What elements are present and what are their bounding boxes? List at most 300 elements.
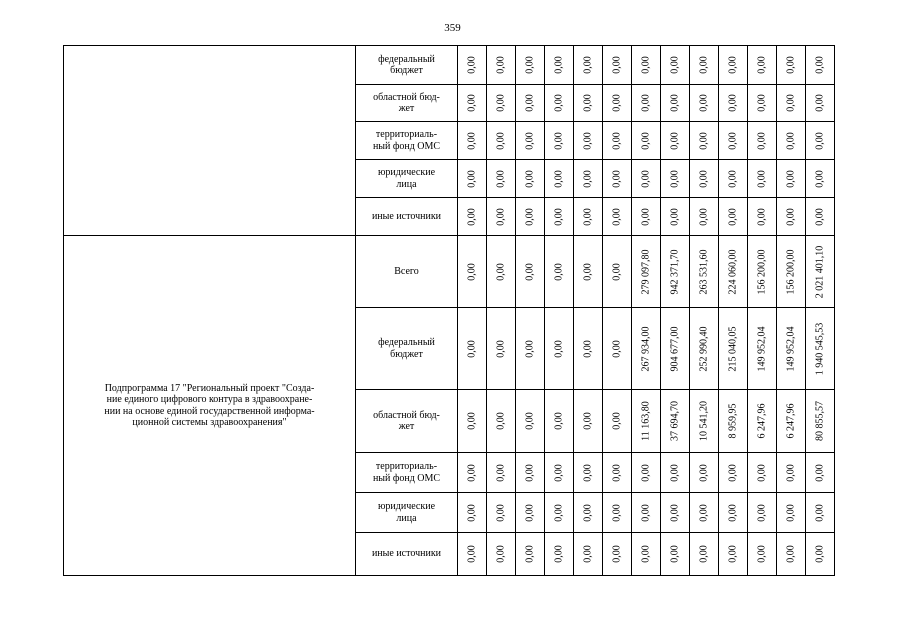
value-text: 0,00 [466, 94, 478, 112]
value-cell [545, 198, 574, 236]
value-cell [487, 493, 516, 533]
value-cell [719, 493, 748, 533]
value-cell [487, 46, 516, 85]
funding-source-label: юридические [377, 501, 436, 512]
value-text: 0,00 [669, 56, 681, 74]
value-text: 0,00 [756, 94, 768, 112]
value-cell [777, 493, 806, 533]
value-text: 0,00 [611, 503, 623, 522]
value-cell [458, 390, 487, 453]
value-text: 0,00 [524, 262, 536, 281]
value-text: 0,00 [582, 463, 594, 482]
value-cell [545, 236, 574, 308]
value-text: 0,00 [640, 131, 652, 150]
value-text: 0,00 [669, 94, 681, 112]
funding-source-label: бюджет [390, 348, 423, 360]
value-cell [603, 236, 632, 308]
value-cell [719, 390, 748, 453]
value-text: 0,00 [785, 545, 797, 563]
value-cell [458, 122, 487, 160]
value-cell [574, 493, 603, 533]
value-cell [574, 236, 603, 308]
value-text: 0,00 [698, 503, 710, 522]
value-cell [458, 236, 487, 308]
value-cell [603, 160, 632, 198]
value-cell [487, 308, 516, 390]
value-text: 0,00 [814, 131, 826, 150]
value-cell [516, 236, 545, 308]
value-text: 0,00 [524, 503, 536, 522]
funding-source-cell [356, 493, 458, 533]
value-text: 0,00 [553, 169, 565, 188]
value-text: 0,00 [553, 94, 565, 112]
value-text: 0,00 [611, 339, 623, 358]
value-cell [632, 85, 661, 122]
value-cell [545, 453, 574, 493]
value-text: 0,00 [756, 56, 768, 74]
value-text: 0,00 [756, 169, 768, 188]
value-text: 0,00 [640, 94, 652, 112]
value-text: 263 531,60 [698, 249, 710, 294]
value-text: 267 934,00 [640, 326, 652, 371]
value-cell [487, 236, 516, 308]
value-cell [487, 122, 516, 160]
value-text: 0,00 [611, 262, 623, 281]
value-text: 0,00 [524, 207, 536, 226]
value-text: 0,00 [495, 94, 507, 112]
value-cell [719, 160, 748, 198]
value-text: 0,00 [495, 131, 507, 150]
funding-source-cell [356, 160, 458, 198]
value-text: 0,00 [553, 412, 565, 430]
value-text: 0,00 [640, 169, 652, 188]
value-text: 0,00 [785, 207, 797, 226]
value-cell [516, 122, 545, 160]
value-cell [545, 160, 574, 198]
value-text: 0,00 [640, 56, 652, 74]
value-cell [661, 85, 690, 122]
value-cell [632, 236, 661, 308]
value-text: 0,00 [698, 131, 710, 150]
value-text: 2 021 401,10 [814, 245, 826, 298]
value-text: 0,00 [727, 463, 739, 482]
value-text: 0,00 [495, 545, 507, 563]
value-cell [545, 390, 574, 453]
value-cell [661, 308, 690, 390]
funding-source-label: федеральный [378, 53, 435, 65]
value-text: 0,00 [698, 94, 710, 112]
value-cell [632, 308, 661, 390]
program-name-cell [64, 46, 356, 236]
value-cell [632, 453, 661, 493]
value-cell [574, 390, 603, 453]
value-text: 1 940 545,53 [814, 322, 826, 375]
value-cell [545, 493, 574, 533]
value-text: 0,00 [640, 503, 652, 522]
value-text: 0,00 [466, 503, 478, 522]
value-cell [777, 160, 806, 198]
value-cell [719, 198, 748, 236]
value-cell [690, 453, 719, 493]
value-cell [806, 85, 835, 122]
table-row [64, 46, 835, 85]
funding-source-cell [356, 308, 458, 390]
value-text: 224 060,00 [727, 249, 739, 294]
value-text: 0,00 [495, 339, 507, 358]
value-cell [545, 308, 574, 390]
value-cell [748, 390, 777, 453]
value-cell [516, 46, 545, 85]
value-cell [806, 122, 835, 160]
value-text: 0,00 [669, 131, 681, 150]
value-cell [777, 308, 806, 390]
funding-source-label: лица [396, 512, 417, 524]
funding-source-label: федеральный [378, 337, 435, 348]
funding-source-cell [356, 122, 458, 160]
funding-source-label: жет [398, 421, 415, 432]
value-cell [690, 390, 719, 453]
value-text: 0,00 [553, 207, 565, 226]
value-text: 0,00 [495, 207, 507, 226]
value-cell [487, 160, 516, 198]
value-cell [603, 453, 632, 493]
value-cell [748, 236, 777, 308]
value-text: 0,00 [727, 131, 739, 150]
value-cell [516, 308, 545, 390]
value-cell [516, 198, 545, 236]
value-cell [748, 85, 777, 122]
value-cell [487, 198, 516, 236]
value-cell [661, 493, 690, 533]
value-text: 0,00 [466, 262, 478, 281]
value-text: 0,00 [814, 169, 826, 188]
value-cell [719, 533, 748, 576]
value-text: 0,00 [698, 463, 710, 482]
value-text: 80 855,57 [814, 401, 826, 441]
value-cell [661, 236, 690, 308]
value-cell [574, 533, 603, 576]
value-text: 0,00 [524, 545, 536, 563]
value-text: 0,00 [553, 56, 565, 74]
value-text: 0,00 [524, 463, 536, 482]
value-text: 942 371,70 [669, 249, 681, 294]
value-text: 0,00 [611, 169, 623, 188]
value-text: 0,00 [756, 131, 768, 150]
funding-source-label: областной бюд- [373, 91, 440, 103]
value-cell [632, 533, 661, 576]
value-text: 6 247,96 [785, 403, 797, 439]
value-text: 0,00 [582, 339, 594, 358]
value-text: 0,00 [814, 56, 826, 74]
value-text: 0,00 [495, 412, 507, 430]
value-cell [690, 493, 719, 533]
value-text: 0,00 [524, 56, 536, 74]
value-cell [516, 533, 545, 576]
page-number: 359 [444, 22, 461, 34]
value-cell [603, 198, 632, 236]
value-cell [690, 122, 719, 160]
value-cell [661, 198, 690, 236]
funding-source-cell [356, 453, 458, 493]
value-text: 0,00 [611, 463, 623, 482]
value-text: 0,00 [785, 56, 797, 74]
value-cell [632, 198, 661, 236]
value-text: 0,00 [495, 503, 507, 522]
funding-source-label: юридические [377, 167, 436, 178]
value-cell [574, 85, 603, 122]
value-text: 0,00 [582, 94, 594, 112]
value-text: 0,00 [582, 56, 594, 74]
value-cell [690, 308, 719, 390]
program-name-line: ние единого цифрового контура в здравоохране- [106, 394, 313, 405]
funding-source-cell [356, 198, 458, 236]
value-cell [632, 390, 661, 453]
value-text: 0,00 [466, 463, 478, 482]
value-cell [603, 122, 632, 160]
value-text: 0,00 [640, 545, 652, 563]
value-text: 0,00 [814, 207, 826, 226]
value-cell [661, 390, 690, 453]
value-cell [458, 160, 487, 198]
value-cell [777, 85, 806, 122]
value-text: 0,00 [466, 545, 478, 563]
value-cell [690, 160, 719, 198]
value-text: 0,00 [495, 262, 507, 281]
value-text: 904 677,00 [669, 326, 681, 371]
value-text: 0,00 [524, 412, 536, 430]
program-name-line: ционной системы здравоохранения" [132, 417, 287, 428]
value-text: 0,00 [756, 545, 768, 563]
value-text: 0,00 [495, 169, 507, 188]
value-cell [777, 46, 806, 85]
value-text: 0,00 [611, 131, 623, 150]
value-cell [487, 85, 516, 122]
value-text: 0,00 [698, 207, 710, 226]
value-text: 0,00 [553, 545, 565, 563]
value-cell [603, 85, 632, 122]
value-cell [516, 160, 545, 198]
value-cell [719, 236, 748, 308]
value-text: 0,00 [785, 169, 797, 188]
value-text: 0,00 [582, 262, 594, 281]
value-cell [574, 198, 603, 236]
value-text: 0,00 [553, 463, 565, 482]
value-text: 0,00 [727, 545, 739, 563]
value-cell [458, 453, 487, 493]
value-text: 0,00 [582, 545, 594, 563]
value-cell [574, 160, 603, 198]
program-name-line: нии на основе единой государственной информа- [104, 405, 315, 417]
value-cell [777, 236, 806, 308]
value-text: 8 959,95 [727, 403, 739, 439]
value-text: 0,00 [611, 56, 623, 74]
value-text: 0,00 [611, 412, 623, 430]
value-text: 0,00 [727, 207, 739, 226]
funding-source-cell [356, 85, 458, 122]
value-cell [806, 308, 835, 390]
value-cell [748, 160, 777, 198]
value-cell [777, 453, 806, 493]
value-text: 37 694,70 [669, 401, 681, 441]
value-text: 0,00 [466, 207, 478, 226]
value-text: 0,00 [698, 56, 710, 74]
value-cell [748, 533, 777, 576]
value-cell [603, 533, 632, 576]
funding-source-label: иные источники [371, 548, 442, 560]
value-text: 149 952,04 [756, 326, 768, 371]
value-cell [690, 85, 719, 122]
value-cell [545, 85, 574, 122]
value-text: 215 040,05 [727, 326, 739, 371]
value-text: 0,00 [727, 169, 739, 188]
value-text: 0,00 [785, 94, 797, 112]
value-text: 0,00 [495, 463, 507, 482]
funding-source-label: Всего [394, 265, 419, 277]
value-text: 279 097,80 [640, 249, 652, 294]
value-cell [458, 533, 487, 576]
value-cell [458, 85, 487, 122]
value-cell [603, 46, 632, 85]
value-cell [777, 533, 806, 576]
value-text: 0,00 [640, 207, 652, 226]
value-cell [777, 198, 806, 236]
value-cell [516, 390, 545, 453]
value-text: 0,00 [669, 503, 681, 522]
value-cell [806, 46, 835, 85]
value-text: 0,00 [582, 412, 594, 430]
value-cell [545, 122, 574, 160]
value-cell [806, 493, 835, 533]
value-cell [806, 453, 835, 493]
value-text: 0,00 [524, 131, 536, 150]
value-text: 0,00 [756, 207, 768, 226]
value-text: 0,00 [727, 94, 739, 112]
value-cell [574, 46, 603, 85]
value-text: 0,00 [785, 503, 797, 522]
budget-table-body [64, 46, 835, 576]
value-text: 0,00 [698, 169, 710, 188]
value-cell [719, 453, 748, 493]
funding-source-label: областной бюд- [373, 409, 440, 421]
value-cell [690, 533, 719, 576]
table-row [64, 236, 835, 308]
program-name-cell [64, 236, 356, 576]
budget-table [63, 45, 835, 576]
value-text: 0,00 [495, 56, 507, 74]
value-cell [748, 453, 777, 493]
value-cell [661, 122, 690, 160]
funding-source-label: жет [398, 103, 415, 114]
value-cell [574, 453, 603, 493]
value-cell [545, 46, 574, 85]
value-text: 0,00 [466, 339, 478, 358]
value-text: 10 541,20 [698, 401, 710, 441]
funding-source-label: ный фонд ОМС [372, 472, 441, 484]
value-text: 0,00 [553, 339, 565, 358]
value-cell [603, 390, 632, 453]
value-text: 0,00 [669, 169, 681, 188]
value-cell [719, 85, 748, 122]
value-text: 0,00 [611, 545, 623, 563]
value-text: 0,00 [466, 169, 478, 188]
value-text: 0,00 [785, 131, 797, 150]
value-text: 0,00 [466, 56, 478, 74]
value-cell [748, 122, 777, 160]
value-text: 0,00 [553, 503, 565, 522]
value-cell [661, 533, 690, 576]
value-cell [516, 453, 545, 493]
value-text: 0,00 [785, 463, 797, 482]
value-cell [719, 308, 748, 390]
value-cell [777, 390, 806, 453]
value-cell [574, 122, 603, 160]
value-text: 0,00 [640, 463, 652, 482]
value-text: 0,00 [524, 339, 536, 358]
value-cell [806, 236, 835, 308]
value-cell [632, 160, 661, 198]
value-text: 156 200,00 [785, 249, 797, 294]
value-text: 0,00 [727, 56, 739, 74]
value-cell [632, 493, 661, 533]
value-text: 0,00 [669, 207, 681, 226]
value-cell [458, 198, 487, 236]
value-text: 0,00 [669, 463, 681, 482]
value-text: 0,00 [611, 94, 623, 112]
value-text: 0,00 [524, 169, 536, 188]
value-cell [487, 453, 516, 493]
value-text: 0,00 [669, 545, 681, 563]
value-cell [806, 533, 835, 576]
value-text: 0,00 [727, 503, 739, 522]
value-cell [690, 198, 719, 236]
value-text: 0,00 [582, 503, 594, 522]
value-cell [632, 46, 661, 85]
value-cell [458, 493, 487, 533]
program-name-line: Подпрограмма 17 "Региональный проект "Созда- [104, 382, 315, 394]
value-cell [487, 390, 516, 453]
funding-source-label: бюджет [390, 65, 423, 76]
funding-source-label: территориаль- [375, 129, 438, 140]
value-cell [487, 533, 516, 576]
value-cell [516, 85, 545, 122]
value-cell [661, 453, 690, 493]
value-text: 0,00 [466, 412, 478, 430]
value-cell [661, 46, 690, 85]
value-text: 0,00 [553, 131, 565, 150]
value-text: 0,00 [582, 169, 594, 188]
value-text: 252 990,40 [698, 326, 710, 371]
value-cell [748, 493, 777, 533]
value-cell [806, 390, 835, 453]
value-cell [719, 46, 748, 85]
value-cell [661, 160, 690, 198]
value-cell [806, 198, 835, 236]
value-text: 0,00 [698, 545, 710, 563]
value-cell [545, 533, 574, 576]
value-cell [516, 493, 545, 533]
value-cell [690, 46, 719, 85]
value-cell [719, 122, 748, 160]
value-cell [690, 236, 719, 308]
value-text: 0,00 [524, 94, 536, 112]
value-text: 0,00 [756, 463, 768, 482]
value-cell [632, 122, 661, 160]
value-text: 149 952,04 [785, 326, 797, 371]
value-text: 156 200,00 [756, 249, 768, 294]
value-cell [458, 308, 487, 390]
value-cell [458, 46, 487, 85]
value-text: 0,00 [814, 463, 826, 482]
